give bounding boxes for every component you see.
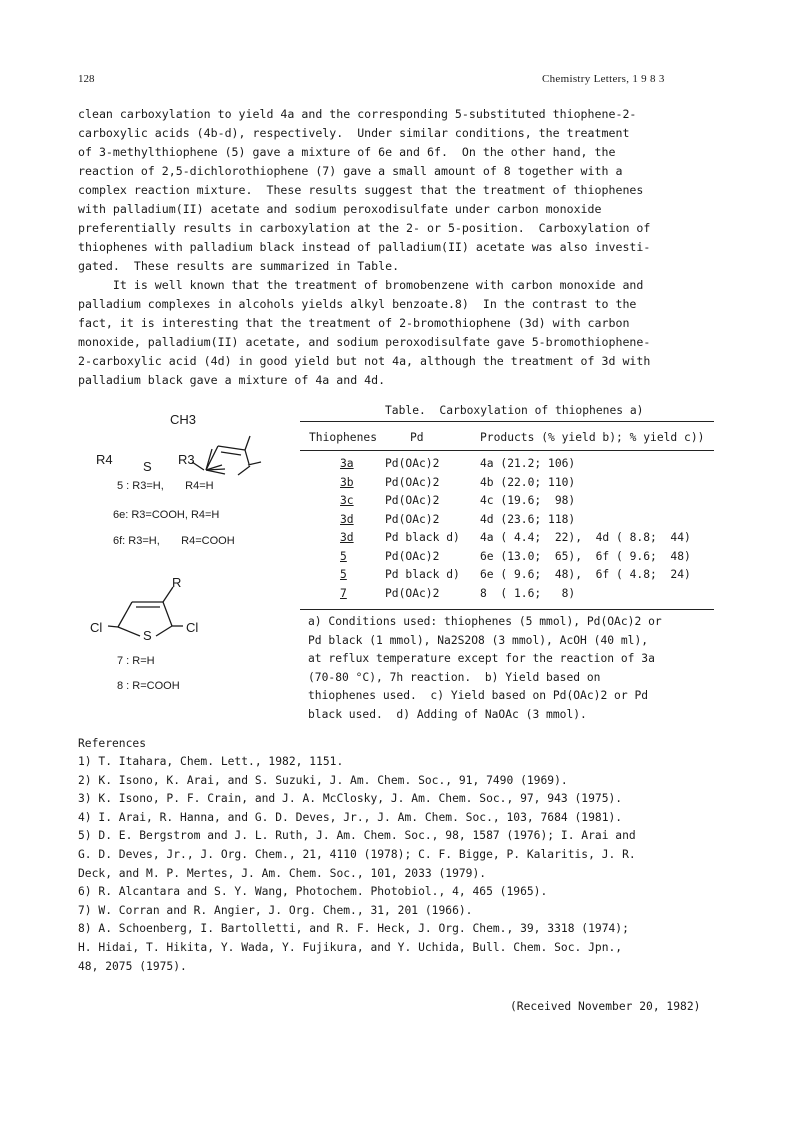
body-line: clean carboxylation to yield 4a and the corresponding 5-substituted thiophene-2- bbox=[78, 107, 637, 121]
body-line: palladium black gave a mixture of 4a and 4d. bbox=[78, 373, 386, 387]
table-footnote-line: thiophenes used. c) Yield based on Pd(OAc)2 or Pd bbox=[308, 689, 649, 702]
table-header-products: Products (% yield b); % yield c)) bbox=[480, 431, 705, 444]
table-cell-thiophene: 3d bbox=[340, 512, 354, 526]
body-line: fact, it is interesting that the treatment of 2-bromothiophene (3d) with carbon bbox=[78, 316, 630, 330]
table-cell-pd: Pd(OAc)2 bbox=[385, 494, 440, 507]
table-bottom-rule bbox=[300, 609, 714, 610]
body-line: complex reaction mixture. These results suggest that the treatment of thiophenes bbox=[78, 183, 644, 197]
received-date: (Received November 20, 1982) bbox=[510, 1000, 701, 1013]
table-header-rule bbox=[300, 450, 714, 451]
table-header-thiophenes: Thiophenes bbox=[309, 431, 378, 444]
compound-6e-label: 6e: R3=COOH, R4=H bbox=[113, 509, 220, 521]
body-line: monoxide, palladium(II) acetate, and sodium peroxodisulfate gave 5-bromothiophene- bbox=[78, 335, 651, 349]
table-footnote-line: Pd black (1 mmol), Na2S2O8 (3 mmol), AcOH (40 ml), bbox=[308, 633, 649, 647]
reference-line: Deck, and M. P. Mertes, J. Am. Chem. Soc., 101, 2033 (1979). bbox=[78, 866, 487, 880]
compound-8-label: 8 : R=COOH bbox=[117, 680, 180, 692]
table-cell-products: 4c (19.6; 98) bbox=[480, 494, 576, 507]
references-title: References bbox=[78, 737, 147, 750]
reference-line: 4) I. Arai, R. Hanna, and G. D. Deves, Jr., J. Am. Chem. Soc., 103, 7684 (1981). bbox=[78, 810, 623, 824]
table-cell-thiophene: 3d bbox=[340, 531, 354, 544]
methyl-label: CH3 bbox=[170, 412, 197, 427]
r-label: R bbox=[172, 575, 182, 590]
table-cell-products: 4a ( 4.4; 22), 4d ( 8.8; 44) bbox=[480, 531, 691, 544]
body-line: with palladium(II) acetate and sodium peroxodisulfate under carbon monoxide bbox=[78, 202, 602, 216]
r3-label: R3 bbox=[178, 452, 195, 467]
sulfur-label: S bbox=[143, 628, 152, 643]
table-cell-products: 8 ( 1.6; 8) bbox=[480, 586, 576, 600]
dichlorothiophene-ring-drawing bbox=[90, 570, 310, 650]
reference-line: 48, 2075 (1975). bbox=[78, 959, 187, 973]
table-cell-thiophene: 5 bbox=[340, 549, 347, 563]
table-footnote-line: black used. d) Adding of NaOAc (3 mmol). bbox=[308, 707, 587, 721]
compound-5-label: 5 : R3=H, R4=H bbox=[117, 480, 214, 492]
body-line: reaction of 2,5-dichlorothiophene (7) gave a small amount of 8 together with a bbox=[78, 164, 623, 178]
reference-line: 3) K. Isono, P. F. Crain, and J. A. McClosky, J. Am. Chem. Soc., 97, 943 (1975). bbox=[78, 792, 623, 806]
sulfur-label: S bbox=[143, 459, 152, 474]
table-cell-pd: Pd(OAc)2 bbox=[385, 457, 440, 470]
reference-line: 1) T. Itahara, Chem. Lett., 1982, 1151. bbox=[78, 755, 344, 768]
table-footnote-line: a) Conditions used: thiophenes (5 mmol), Pd(OAc)2 or bbox=[308, 615, 662, 628]
body-line: carboxylic acids (4b-d), respectively. Under similar conditions, the treatment bbox=[78, 126, 630, 140]
table-cell-products: 4a (21.2; 106) bbox=[480, 457, 576, 470]
table-cell-thiophene: 3a bbox=[340, 457, 354, 470]
table-cell-pd: Pd(OAc)2 bbox=[385, 586, 440, 600]
compound-7-label: 7 : R=H bbox=[117, 655, 155, 667]
reference-line: 5) D. E. Bergstrom and J. L. Ruth, J. Am. Chem. Soc., 98, 1587 (1976); I. Arai and bbox=[78, 829, 636, 843]
body-line: of 3-methylthiophene (5) gave a mixture of 6e and 6f. On the other hand, the bbox=[78, 145, 616, 159]
table-footnote-line: (70-80 °C), 7h reaction. b) Yield based on bbox=[308, 670, 601, 684]
body-line: thiophenes with palladium black instead of palladium(II) acetate was also investi- bbox=[78, 240, 651, 254]
reference-line: H. Hidai, T. Hikita, Y. Wada, Y. Fujikura, and Y. Uchida, Bull. Chem. Soc. Jpn., bbox=[78, 941, 623, 954]
table-cell-products: 6e ( 9.6; 48), 6f ( 4.8; 24) bbox=[480, 568, 691, 581]
page-number: 128 bbox=[78, 73, 95, 85]
body-line: It is well known that the treatment of bromobenzene with carbon monoxide and bbox=[78, 278, 644, 292]
cl-left-label: Cl bbox=[90, 620, 103, 635]
journal-header: Chemistry Letters, 1 9 8 3 bbox=[542, 73, 665, 85]
table-footnote-line: at reflux temperature except for the reaction of 3a bbox=[308, 652, 655, 665]
body-line: gated. These results are summarized in Table. bbox=[78, 259, 400, 273]
table-cell-products: 4b (22.0; 110) bbox=[480, 475, 576, 489]
table-cell-thiophene: 3b bbox=[340, 475, 354, 489]
table-cell-thiophene: 7 bbox=[340, 586, 347, 600]
table-cell-pd: Pd(OAc)2 bbox=[385, 512, 440, 526]
table-cell-thiophene: 3c bbox=[340, 494, 354, 507]
table-cell-pd: Pd(OAc)2 bbox=[385, 549, 440, 563]
body-line: preferentially results in carboxylation at the 2- or 5-position. Carboxylation of bbox=[78, 221, 651, 235]
reference-line: 6) R. Alcantara and S. Y. Wang, Photochem. Photobiol., 4, 465 (1965). bbox=[78, 885, 548, 899]
r4-label: R4 bbox=[96, 452, 113, 467]
table-cell-products: 4d (23.6; 118) bbox=[480, 512, 576, 526]
table-header-pd: Pd bbox=[410, 431, 424, 444]
reference-line: 8) A. Schoenberg, I. Bartolletti, and R. F. Heck, J. Org. Chem., 39, 3318 (1974); bbox=[78, 922, 629, 936]
table-top-rule bbox=[300, 421, 714, 422]
body-line: palladium complexes in alcohols yields alkyl benzoate.8) In the contrast to the bbox=[78, 297, 637, 311]
table-cell-pd: Pd black d) bbox=[385, 568, 460, 581]
table-caption: Table. Carboxylation of thiophenes a) bbox=[385, 404, 644, 417]
table-cell-thiophene: 5 bbox=[340, 568, 347, 581]
table-cell-pd: Pd black d) bbox=[385, 531, 460, 544]
table-cell-pd: Pd(OAc)2 bbox=[385, 475, 440, 489]
reference-line: 2) K. Isono, K. Arai, and S. Suzuki, J. Am. Chem. Soc., 91, 7490 (1969). bbox=[78, 773, 568, 787]
body-line: 2-carboxylic acid (4d) in good yield but not 4a, although the treatment of 3d with bbox=[78, 354, 651, 368]
cl-right-label: Cl bbox=[186, 620, 199, 635]
reference-line: 7) W. Corran and R. Angier, J. Org. Chem., 31, 201 (1966). bbox=[78, 903, 473, 917]
table-cell-products: 6e (13.0; 65), 6f ( 9.6; 48) bbox=[480, 549, 691, 563]
compound-6f-label: 6f: R3=H, R4=COOH bbox=[113, 535, 235, 547]
reference-line: G. D. Deves, Jr., J. Org. Chem., 21, 4110 (1978); C. F. Bigge, P. Kalaritis, J. R. bbox=[78, 848, 636, 861]
